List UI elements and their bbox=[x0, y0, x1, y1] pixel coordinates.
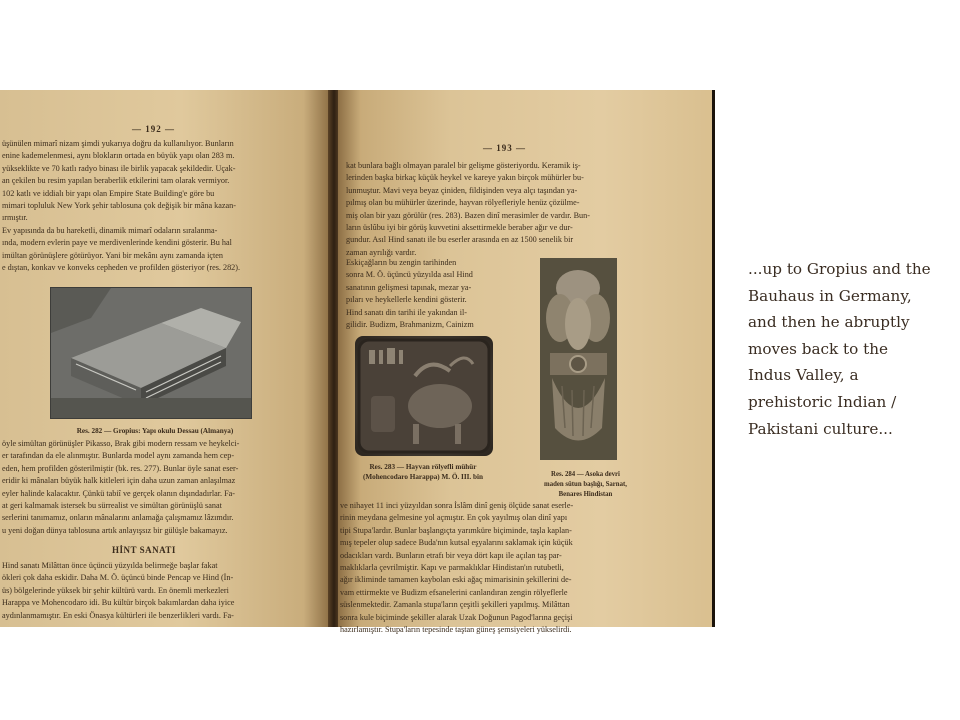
asoka-lion-capital-photo bbox=[540, 258, 617, 460]
text-line: an çekilen bu resim yapılan beraberlik etkilerini tam olarak vermiyor. bbox=[2, 176, 230, 186]
text-line: gilidir. Budizm, Brahmanizm, Cainizm bbox=[346, 320, 474, 330]
lion-capital-image bbox=[540, 258, 617, 460]
left-page bbox=[0, 90, 330, 627]
text-line: odacıkları vardı. Bunların etrafı bir veya dört kapı ile açılan taş par- bbox=[340, 550, 562, 560]
text-line: pılmış olan bu mühürler üzerinde, hayvan rölyefleriyle henüz çözülme- bbox=[346, 198, 580, 208]
text-line: sanatının gelişmesi tapınak, mezar ya- bbox=[346, 282, 472, 292]
text-line: ırmıştır. bbox=[2, 213, 28, 223]
text-line: mış tepeler olup sadece Buda'nın kutsal eşyalarını saklamak için küçük bbox=[340, 538, 573, 548]
text-line: 102 katlı ve iddialı bir yapı olan Empire State Building'e göre bu bbox=[2, 188, 215, 198]
text-line: eden, hem profilden gösterilmiştir (bk. res. 277). Bunlar öyle sanat eser- bbox=[2, 463, 239, 473]
caption-line: ...up to Gropius and the bbox=[748, 260, 931, 278]
slide-caption bbox=[748, 256, 953, 442]
figure-caption bbox=[523, 470, 648, 500]
text-line: eyler halinde kalacaktır. Çünkü tabiî ve gerçek olanın dışındadırlar. Fa- bbox=[2, 488, 236, 498]
caption-line: Indus Valley, a bbox=[748, 366, 859, 385]
text-line: zaman ayrılığı vardır. bbox=[346, 247, 417, 257]
text-line: Hind sanatı din tarihi ile yakından il- bbox=[346, 307, 467, 317]
text-line: miş olan bir yazı görülür (res. 283). Bazen dinî merasimler de vardır. Bun- bbox=[346, 210, 590, 220]
text-line: hazırlamıştır. Stupa'ların tepesinde taştan güneş şemsiyeleri yükselirdi. bbox=[340, 625, 572, 635]
caption-line: moves back to the bbox=[748, 339, 888, 358]
text-line: Harappa ve Mohencodaro idi. Bu kültür birçok bakımlardan daha iyice bbox=[2, 598, 235, 608]
text-line: e dıştan, konkav ve konveks cepheden ve profilden gösteriyor (res. 282). bbox=[2, 263, 241, 273]
text-line: ökleri çok daha eskidir. Daha M. Ö. üçüncü binde Pencap ve Hind (İn- bbox=[2, 573, 234, 583]
text-line: enine kademelenmesi, aynı blokların ortada en büyük yapı olan 283 m. bbox=[2, 151, 235, 161]
caption-line: Res. 284 — Asoka devri bbox=[551, 471, 620, 478]
text-line: lerinden başka birkaç küçük heykel ve kareye yakın birçok mühürler bu- bbox=[346, 173, 584, 183]
text-line: üşünülen mimarî nizam şimdi yukarıya doğru da kullanılıyor. Bunların bbox=[2, 139, 234, 148]
text-line: rinin meydana gelmesine yol açmıştır. En çok yayılmış olan dinî yapı bbox=[340, 513, 568, 523]
text-line: imültan görünüşlere götürüyor. Yani bir mekânı aynı zamanda içten bbox=[2, 250, 224, 260]
text-line: süslenmektedir. Zamanla stupa'ların çeşitli şekilleri yapılmış. Milâttan bbox=[340, 600, 570, 610]
caption-line: Res. 283 — Hayvan rölyefli mühür bbox=[369, 463, 477, 471]
text-line: mimari topluluk New York şehir tablosuna çok değişik bir mâna kazan- bbox=[2, 201, 236, 211]
caption-line: Bauhaus in Germany, bbox=[748, 286, 912, 305]
text-line: u yeni doğan dünya tablosuna artık anlayışsız bir gülüşle bakamayız. bbox=[2, 525, 228, 535]
figure-caption bbox=[348, 462, 498, 482]
caption-line: Benares Hindistan bbox=[558, 491, 613, 498]
text-line: kat bunlara bağlı olmayan paralel bir gelişme gösteriyordu. Keramik iş- bbox=[346, 161, 581, 170]
text-line: sonra M. Ö. üçüncü yüzyılda asıl Hind bbox=[346, 270, 473, 280]
text-line: ında, modern evlerin paye ve merdivenlerinde kendini gösterir. Bu hal bbox=[2, 238, 232, 248]
text-line: sonra kule biçiminde şekiller alarak Uzak Doğunun Pagod'larına geçişi bbox=[340, 612, 573, 622]
paragraph bbox=[2, 438, 322, 537]
text-line: tipi Stupa'lardır. Bunlar başlangıçta yarımküre biçiminde, taşla kaplan- bbox=[340, 525, 572, 535]
text-line: yükseklikte ve 70 katlı radyo binası ile birlik yapacak şekildedir. Uçak- bbox=[2, 163, 236, 173]
text-line: ağır ikliminde tamamen kaybolan eski ağaç mimarisinin şekillerini de- bbox=[340, 575, 572, 585]
caption-line: and then he abruptly bbox=[748, 313, 910, 332]
book-edge bbox=[712, 90, 715, 627]
paragraph bbox=[346, 160, 706, 259]
paragraph bbox=[2, 560, 322, 622]
text-line: eridir ki mânaları büyük halk kitleleri için daha uzun zaman anlaşılmaz bbox=[2, 476, 236, 486]
text-line: pıları ve heykellerle kendini gösterir. bbox=[346, 295, 467, 305]
text-line: gundur. Asıl Hind sanatı ile bu eserler arasında en az 1500 senelik bir bbox=[346, 235, 574, 245]
caption-line: (Mohencodaro Harappa) M. Ö. III. bin bbox=[362, 473, 484, 481]
text-line: Eskiçağların bu zengin tarihinden bbox=[346, 258, 457, 267]
text-line: ve nihayet 11 inci yüzyıldan sonra İslâm dinî geniş ölçüde sanat eserle- bbox=[340, 501, 574, 510]
caption-line: Pakistani culture... bbox=[748, 419, 893, 438]
text-line: aydınlanmamıştır. En eski Önasya kültürleri ile benzerlikleri vardı. Fa- bbox=[2, 610, 234, 620]
paragraph bbox=[340, 500, 710, 636]
caption-line: maden sütun başlığı, Sarnat, bbox=[544, 481, 627, 488]
building-image bbox=[51, 288, 251, 418]
figure-caption: Res. 282 — Gropius: Yapı okulu Dessau (Almanya) bbox=[76, 427, 234, 435]
seal-image bbox=[355, 336, 493, 456]
right-page bbox=[338, 90, 715, 635]
text-line: vam ettirmekte ve Budizm efsanelerini canlandıran zengin rölyeflerle bbox=[340, 587, 568, 597]
text-line: ların üslûbu iyi bir görüş kuvvetini aksettirmekle beraber ağır ve dur- bbox=[346, 223, 573, 233]
caption-line: prehistoric Indian / bbox=[748, 392, 897, 411]
paragraph bbox=[346, 257, 536, 331]
section-heading: HİNT SANATI bbox=[112, 545, 176, 555]
paragraph bbox=[2, 138, 322, 274]
page-number: — 193 — bbox=[483, 143, 526, 153]
text-line: Ev yapısında da bu hareketli, dinamik mimarî odaların sıralanma- bbox=[2, 225, 218, 235]
page-number: — 192 — bbox=[132, 124, 175, 134]
text-line: Hind sanatı Milâttan önce üçüncü yüzyılda belirmeğe başlar fakat bbox=[2, 561, 218, 570]
text-line: lunmuştur. Mavi veya beyaz çiniden, fildişinden veya alçı taşından ya- bbox=[346, 185, 578, 195]
text-line: er tarafından da ele alınmıştır. Bunlarda model aynı zamanda hem cep- bbox=[2, 451, 235, 461]
text-line: maklıklarla çevrilmiştir. Kapı ve parmaklıklar Hindistan'ın rutubetli, bbox=[340, 563, 564, 573]
text-line: üs) bölgelerinde yüksek bir şehir kültürü vardı. En önemli merkezleri bbox=[2, 585, 229, 595]
gropius-dessau-photo bbox=[50, 287, 252, 419]
text-line: at geri kalmamak istersek bu sürrealist ve simültan görünüşlü sanat bbox=[2, 501, 222, 511]
indus-seal-photo bbox=[355, 336, 493, 456]
book-photo bbox=[0, 90, 715, 635]
text-line: serlerini tanımamız, onların mânalarını anlamağa çalışmamız lâzımdır. bbox=[2, 513, 234, 523]
text-line: öyle simültan görünüşler Pikasso, Brak gibi modern ressam ve heykelci- bbox=[2, 439, 240, 448]
